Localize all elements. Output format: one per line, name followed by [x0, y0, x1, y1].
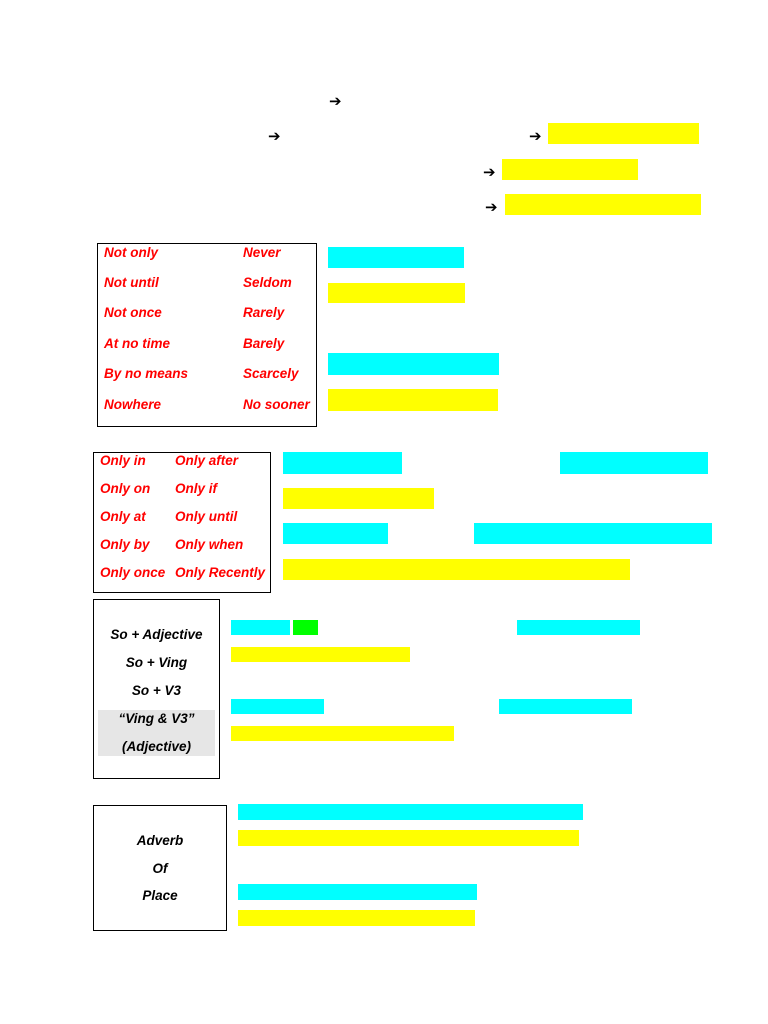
- arrow-icon: ➔: [483, 163, 496, 181]
- keyword-item: Only on: [100, 481, 151, 496]
- structure-item: (Adjective): [121, 739, 192, 754]
- highlight-bar: [328, 247, 464, 268]
- keyword-item: Only if: [175, 481, 218, 496]
- highlight-bar: [231, 647, 410, 662]
- keyword-item: Never: [243, 245, 281, 260]
- highlight-bar: [238, 910, 475, 926]
- arrow-icon: ➔: [485, 198, 498, 216]
- keyword-item: Not once: [104, 305, 162, 320]
- keyword-item: Seldom: [243, 275, 292, 290]
- structure-item: So + Ving: [125, 655, 188, 670]
- structure-item: Of: [152, 861, 168, 876]
- highlight-bar: [328, 389, 498, 411]
- arrow-icon: ➔: [329, 92, 342, 110]
- keyword-item: Nowhere: [104, 397, 162, 412]
- keyword-item: Scarcely: [243, 366, 299, 381]
- highlight-bar: [474, 523, 712, 544]
- arrow-icon: ➔: [529, 127, 542, 145]
- structure-item: Adverb: [136, 833, 184, 848]
- highlight-bar: [502, 159, 638, 180]
- highlight-bar: [548, 123, 699, 144]
- keyword-item: Only by: [100, 537, 150, 552]
- highlight-bar: [293, 620, 318, 635]
- keyword-item: Not only: [104, 245, 158, 260]
- adverb-of-place-box: [93, 805, 227, 931]
- keyword-item: Only when: [175, 537, 244, 552]
- structure-item: So + V3: [131, 683, 182, 698]
- keyword-item: By no means: [104, 366, 189, 381]
- only-phrases-box: [93, 452, 271, 593]
- highlight-bar: [505, 194, 701, 215]
- keyword-item: Rarely: [243, 305, 285, 320]
- keyword-item: Only until: [175, 509, 238, 524]
- structure-item: So + Adjective: [110, 627, 203, 642]
- highlight-bar: [499, 699, 632, 714]
- keyword-item: Only at: [100, 509, 146, 524]
- highlight-bar: [283, 523, 388, 544]
- keyword-item: Only after: [175, 453, 239, 468]
- keyword-item: At no time: [104, 336, 170, 351]
- keyword-item: Not until: [104, 275, 159, 290]
- highlight-bar: [283, 559, 630, 580]
- highlight-bar: [328, 283, 465, 303]
- keyword-item: Barely: [243, 336, 285, 351]
- highlight-bar: [560, 452, 708, 474]
- keyword-item: No sooner: [243, 397, 310, 412]
- highlight-bar: [238, 804, 583, 820]
- highlight-bar: [231, 620, 290, 635]
- keyword-item: Only Recently: [175, 565, 266, 580]
- arrow-icon: ➔: [268, 127, 281, 145]
- highlight-bar: [231, 699, 324, 714]
- keyword-item: Only once: [100, 565, 166, 580]
- highlight-bar: [328, 353, 499, 375]
- highlight-bar: [231, 726, 454, 741]
- highlight-bar: [283, 452, 402, 474]
- highlight-bar: [283, 488, 434, 509]
- highlight-bar: [517, 620, 640, 635]
- keyword-item: Only in: [100, 453, 146, 468]
- highlight-bar: [238, 830, 579, 846]
- negative-adverbials-box: [97, 243, 317, 427]
- so-structures-box: [93, 599, 220, 779]
- structure-item: “Ving & V3”: [118, 711, 195, 726]
- structure-item: Place: [142, 888, 178, 903]
- highlight-bar: [238, 884, 477, 900]
